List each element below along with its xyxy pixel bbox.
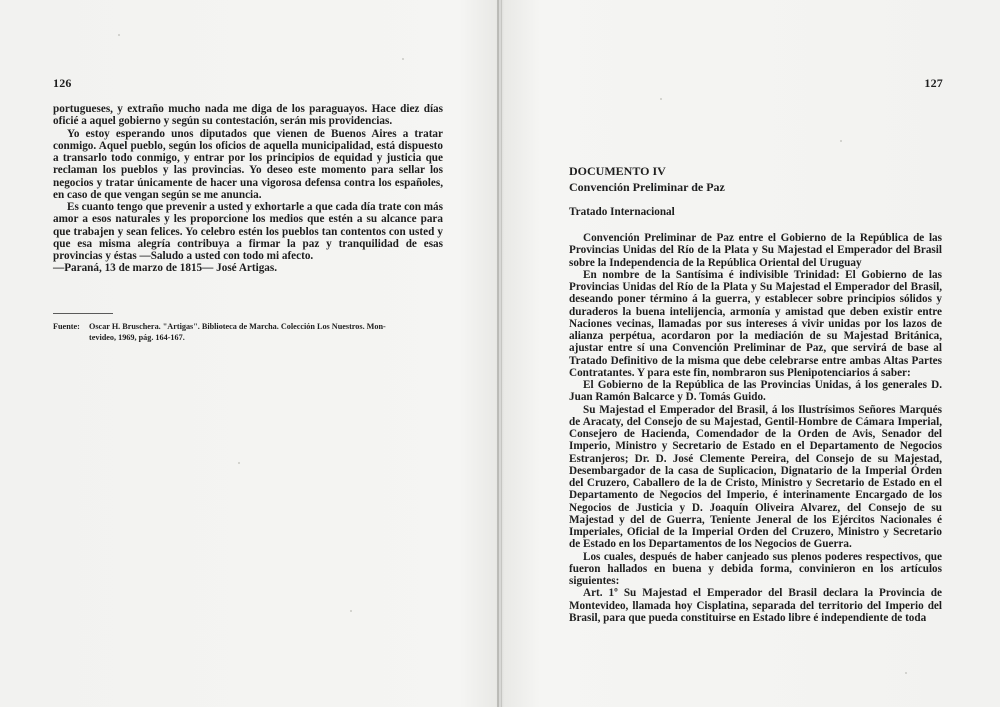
paragraph: Es cuanto tengo que prevenir a usted y exhortarle a que cada día trate con más amor a esos naturales y les proporcione los medios que estén a su alcance para que trabajen y sean felices. Yo celebro estén los pueblos tan contentos con usted y que esa misma alegría contribuya a firmar la paz y tranquilidad de esas provincias y éstas —Saludo a usted con todo mi afecto.	[53, 201, 443, 262]
paper-speck	[660, 98, 662, 100]
page-number-right: 127	[924, 76, 943, 90]
paper-speck	[905, 672, 907, 674]
footnote-divider	[53, 313, 113, 314]
book-gutter-shadow	[501, 0, 502, 707]
right-page	[503, 0, 1000, 707]
paragraph: Art. 1º Su Majestad el Emperador del Brasil declara la Provincia de Montevideo, llamada hoy Cisplatina, separada del territorio del Imperio del Brasil, para que pueda constituirse en Estado libre é independiente de toda	[569, 587, 942, 624]
document-heading: DOCUMENTO IV	[569, 164, 666, 178]
book-gutter	[497, 0, 499, 707]
left-page	[0, 0, 497, 707]
right-page-body	[569, 232, 942, 624]
footnote-source-line1: Oscar H. Bruschera. "Artigas". Biblioteca de Marcha. Colección Los Nuestros. Mon-	[89, 322, 386, 331]
page-number-left: 126	[53, 76, 72, 90]
signature-line: —Paraná, 13 de marzo de 1815— José Artigas.	[53, 262, 278, 275]
footnote	[53, 321, 443, 343]
left-page-body	[53, 103, 443, 275]
paragraph: Convención Preliminar de Paz entre el Gobierno de la República de las Provincias Unidas del Río de la Plata y Su Majestad el Emperador del Brasil sobre la Independencia de la República Oriental del Uruguay	[569, 232, 942, 269]
footnote-source-line2: tevideo, 1969, pág. 164-167.	[89, 333, 185, 342]
footnote-label: Fuente:	[53, 322, 80, 331]
paper-speck	[118, 34, 120, 36]
paragraph: Los cuales, después de haber canjeado sus plenos poderes respectivos, que fueron hallados en buena y debida forma, convinieron en los artículos siguientes:	[569, 550, 942, 587]
section-title: Tratado Internacional	[569, 206, 675, 218]
paragraph: Su Majestad el Emperador del Brasil, á los Ilustrísimos Señores Marqués de Aracaty, del Consejo de su Majestad, Gentil-Hombre de Cámara Imperial, Consejero de Hacienda, Comendador de la Orden de Avis, Senador del Imperio, Ministro y Secretario de Estado en el Departamento de Negocios Estranjeros; Dr. D. José Clemente Pereira, del Consejo de su Majestad, Desembargador de la casa de Suplicacion, Dignatario de la Imperial Órden del Cruzero, Caballero de la de Cristo, Ministro y Secretario de Estado en el Departamento de Negocios del Imperio, é interinamente Encargado de los Negocios de Justicia y D. Joaquín Oliveira Alvarez, del Consejo de su Majestad y del de Guerra, Teniente Jeneral de los Ejércitos Nacionales é Imperiales, Oficial de la Imperial Orden del Cruzero, Ministro y Secretario de Estado en los Departamentos de los Negocios de Guerra.	[569, 403, 942, 551]
paragraph: portugueses, y extraño mucho nada me diga de los paraguayos. Hace diez días oficié a aquel gobierno y según su contestación, serán mis providencias.	[53, 103, 443, 128]
paragraph: En nombre de la Santísima é indivisible Trinidad: El Gobierno de las Provincias Unidas del Río de la Plata y Su Majestad el Emperador del Brasil, deseando poner término á la guerra, y establecer sobre principios sólidos y duraderos la buena intelijencia, armonía y amistad que deben existir entre Naciones vecinas, llamadas por sus intereses á vivir unidas por los lazos de alianza perpétua, acordaron por la mediación de su Majestad Británica, ajustar entre sí una Convención Preliminar de Paz, que servirá de base al Tratado Definitivo de la misma que debe celebrarse entre ambas Altas Partes Contratantes. Y para este fin, nombraron sus Plenipotenciarios á saber:	[569, 268, 942, 379]
paragraph: Yo estoy esperando unos diputados que vienen de Buenos Aires a tratar conmigo. Aquel pueblo, según los oficios de aquella municipalidad, está dispuesto a transarlo todo conmigo, y entrar por los principios de equidad y justicia que reclaman los pueblos y las provincias. Yo deseo este momento para sellar los negocios y tratar únicamente de hacer una vigorosa defensa contra los españoles, en caso de que vengan según se me anuncia.	[53, 127, 443, 201]
paper-speck	[402, 58, 404, 60]
paragraph: El Gobierno de la República de las Provincias Unidas, á los generales D. Juan Ramón Balcarce y D. Tomás Guido.	[569, 379, 942, 404]
document-subheading: Convención Preliminar de Paz	[569, 180, 725, 194]
paper-speck	[238, 462, 240, 464]
paper-speck	[350, 610, 352, 612]
paper-speck	[840, 140, 842, 142]
